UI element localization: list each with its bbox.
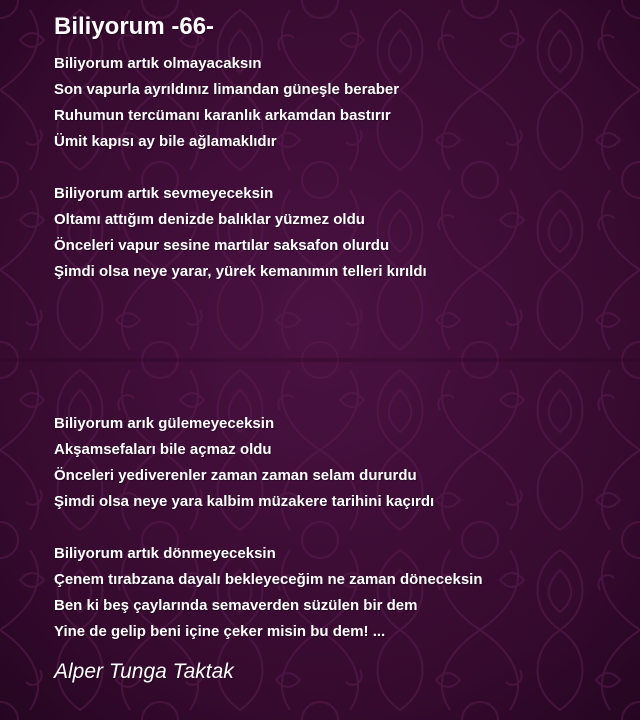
poem-stanza-1	[54, 51, 399, 155]
poem-line: Önceleri yediverenler zaman zaman selam dururdu	[54, 467, 417, 484]
poem-line: Biliyorum arık gülemeyeceksin	[54, 415, 275, 432]
poem-stanza-4	[54, 541, 483, 645]
poem-line: Önceleri vapur sesine martılar saksafon olurdu	[54, 237, 390, 254]
poem-line: Şimdi olsa neye yarar, yürek kemanımın telleri kırıldı	[54, 263, 427, 280]
poem-line: Akşamsefaları bile açmaz oldu	[54, 441, 272, 458]
poem-line: Çenem tırabzana dayalı bekleyeceğim ne zaman döneceksin	[54, 571, 483, 588]
poem-line: Şimdi olsa neye yara kalbim müzakere tarihini kaçırdı	[54, 493, 435, 510]
poem-author: Alper Tunga Taktak	[54, 660, 234, 683]
poem-line: Biliyorum artık sevmeyeceksin	[54, 185, 274, 202]
poem-line: Ümit kapısı ay bile ağlamaklıdır	[54, 133, 277, 150]
poem-line: Yine de gelip beni içine çeker misin bu dem! ...	[54, 623, 386, 640]
poem-line: Oltamı attığım denizde balıklar yüzmez oldu	[54, 211, 365, 228]
poem-line: Biliyorum artık dönmeyeceksin	[54, 545, 276, 562]
poem-title: Biliyorum -66-	[54, 13, 215, 40]
poem-stanza-2	[54, 181, 427, 285]
poem-line: Ruhumun tercümanı karanlık arkamdan bastırır	[54, 107, 391, 124]
poem-stanza-3	[54, 411, 434, 515]
poem-line: Ben ki beş çaylarında semaverden süzülen bir dem	[54, 597, 418, 614]
poem-line: Son vapurla ayrıldınız limandan güneşle beraber	[54, 81, 400, 98]
poem-line: Biliyorum artık olmayacaksın	[54, 55, 262, 72]
